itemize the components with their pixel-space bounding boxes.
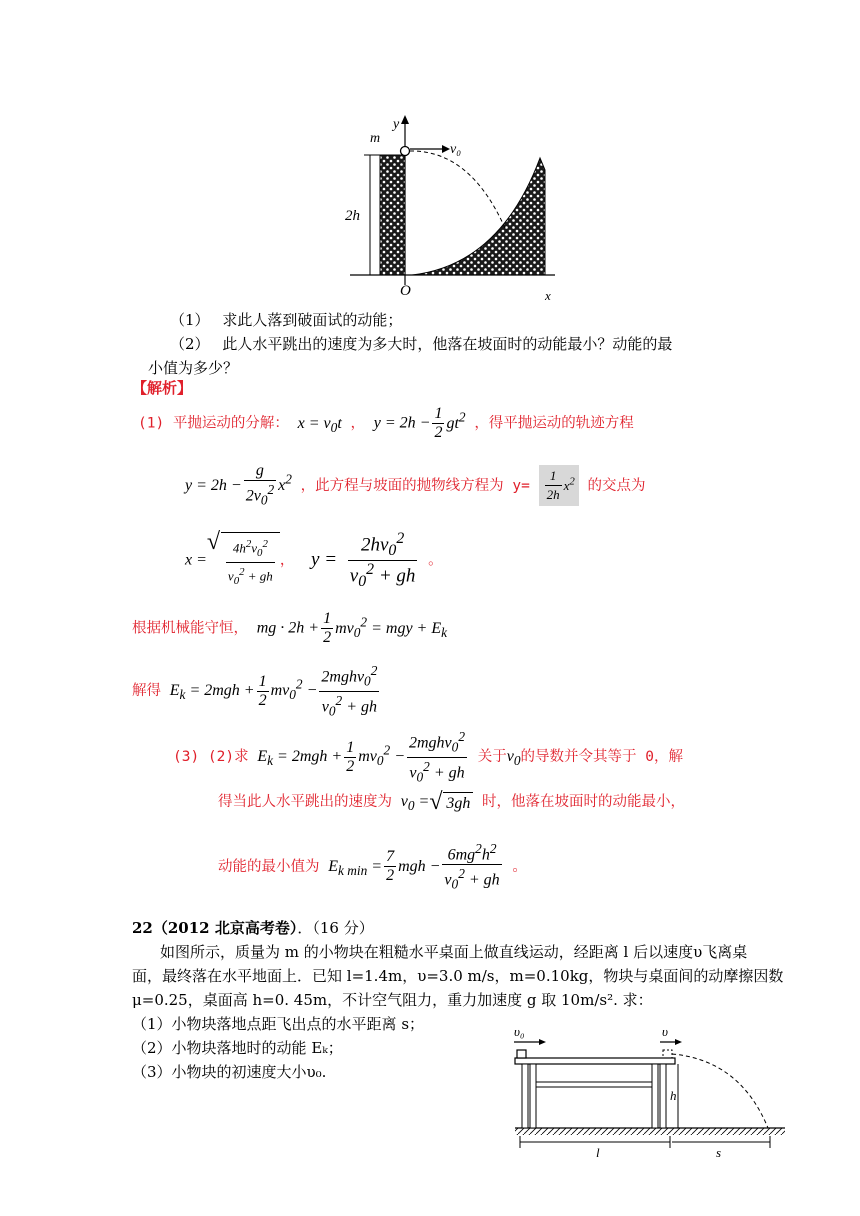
block [517,1050,526,1058]
q2-text-line1: 此人水平跳出的速度为多大时，他落在坡面时的动能最小？动能的最 [222,335,673,353]
tower [380,155,405,275]
label-y: y [393,117,400,132]
analysis-line3: x = √ $\frac{4h^2v_0^2}{v_0^2 + gh}$ ， y = $\frac{2hv_0^2}{v_0^2 + gh}$ 。 [185,530,443,591]
question-1 [170,308,402,332]
analysis-line8: 动能的最小值为 $E_{k min}$ = $\frac{7}{2}$ mgh − $\frac{6mg^2h^2}{v_0^2 + gh}$ 。 [218,841,527,892]
q1-num: （1） [170,311,210,329]
label-l: l [596,1145,600,1160]
person-icon [401,147,410,156]
label-v0: v₀ [450,142,462,157]
slope-equation-image: $\frac{1}{2h}$ $x^2$ [539,465,579,506]
analysis-line7: 得当此人水平跳出的速度为 $v_0$ =√ 3gh 时，他落在坡面时的动能最小， [218,790,685,814]
analysis-heading: 【解析】 [132,379,193,397]
problem22-item1: （1）小物块落地点距飞出点的水平距离 s； [132,1015,425,1033]
analysis-line1: (1) 平抛运动的分解： $x = v_0t$ ， y = 2h − $\frac{1}{2}$ $gt^2$ ，得平抛运动的轨迹方程 [138,405,634,441]
q1-text: 求此人落到破面试的动能； [222,311,403,329]
problem22-line2: 面，最终落在水平地面上．已知 l=1.4m，υ=3.0 m/s，m=0.10kg，物块与桌面间的动摩擦因数 [132,967,784,985]
question-2-line2: 小值为多少？ [148,359,239,377]
trajectory [410,151,505,228]
label-v0: υ₀ [514,1024,525,1039]
problem22-line1: 如图所示，质量为 m 的小物块在粗糙水平桌面上做直线运动，经距离 l 后以速度υ飞离桌 [160,943,748,961]
problem22-item3: （3）小物块的初速度大小υ₀. [132,1063,327,1081]
question-2 [170,332,730,356]
problem22-title: 22（2012 北京高考卷）．（16 分） [132,919,374,937]
analysis-line4: 根据机械能守恒， mg · 2h + $\frac{1}{2}$ $mv_0^2$ = mgy + $E_k$ [132,610,448,646]
slope [412,158,545,275]
problem22-item2: （2）小物块落地时的动能 Eₖ； [132,1039,343,1057]
label-2h: 2h [345,208,360,224]
table-top [515,1058,675,1064]
label-origin: O [400,283,411,299]
label-x: x [545,288,551,303]
label-m: m [370,131,381,146]
label-s: s [716,1145,722,1160]
analysis-line5: 解得 $E_k = 2mgh$ + $\frac{1}{2}$ $mv_0^2$ − $\frac{2mghv_0^2}{v_0^2 + gh}$ [132,663,378,719]
problem22-line3: μ=0.25，桌面高 h=0. 45m，不计空气阻力，重力加速度 g 取 10m/s². 求： [132,991,653,1009]
slope-figure [340,110,570,305]
analysis-line2: y = 2h − $\frac{g}{2v_0^2}$ $x^2$ ，此方程与坡面的抛物线方程为 y= $\frac{1}{2h}$ $x^2$ 的交点为 [185,462,646,508]
q2-num: （2） [170,335,210,353]
table-figure [500,1020,800,1160]
analysis-line6: (3) (2)求 $E_k = 2mgh$ + $\frac{1}{2}$ $mv_0^2$ − $\frac{2mghv_0^2}{v_0^2 + gh}$ 关于$v_0$的导数并令其等于 0，解 [173,729,683,785]
label-h: h [670,1088,677,1103]
label-v: υ [662,1024,668,1039]
